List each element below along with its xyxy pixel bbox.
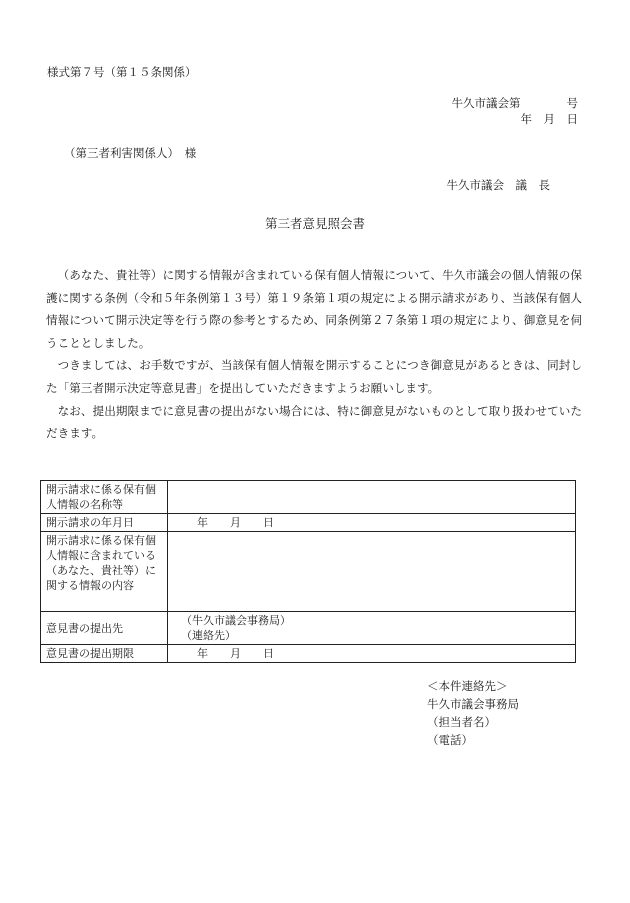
- table-row: [41, 514, 576, 532]
- contact-heading: ＜本件連絡先＞: [427, 679, 508, 693]
- table-label-info-name: 開示請求に係る保有個人情報の名称等: [41, 481, 168, 514]
- submit-to-contact: （連絡先）: [181, 629, 236, 642]
- body-text: [46, 264, 582, 445]
- table-value-deadline: 年 月 日: [168, 645, 576, 663]
- table-label-request-date: 開示請求の年月日: [41, 514, 168, 532]
- table-label-submit-to: 意見書の提出先: [41, 612, 168, 645]
- form-label: 様式第７号（第１５条関係）: [47, 65, 197, 79]
- table-row: [41, 532, 576, 612]
- table-label-deadline: 意見書の提出期限: [41, 645, 168, 663]
- body-paragraph-3: なお、提出期限までに意見書の提出がない場合には、特に御意見がないものとして取り扱わせていただきます。: [46, 403, 582, 441]
- table-row: [41, 612, 576, 645]
- addressee: （第三者利害関係人） 様: [64, 146, 197, 160]
- submit-to-office: （牛久市議会事務局）: [181, 614, 291, 627]
- sender: 牛久市議会 議 長: [446, 178, 550, 192]
- page-title: 第三者意見照会書: [264, 216, 365, 231]
- contact-block: [427, 677, 519, 749]
- contact-person: （担当者名）: [427, 715, 496, 729]
- contact-phone: （電話）: [427, 733, 473, 747]
- contact-office: 牛久市議会事務局: [427, 697, 519, 711]
- document-date: 年 月 日: [520, 112, 578, 126]
- document-number: 牛久市議会第 号: [451, 96, 578, 110]
- table-value-request-date: 年 月 日: [168, 514, 576, 532]
- table-row: [41, 481, 576, 514]
- info-table: [40, 480, 576, 663]
- table-label-info-content: 開示請求に係る保有個人情報に含まれている（あなた、貴社等）に関する情報の内容: [41, 532, 168, 612]
- table-row: [41, 645, 576, 663]
- table-value-info-name: [168, 481, 576, 514]
- body-paragraph-1: （あなた、貴社等）に関する情報が含まれている保有個人情報について、牛久市議会の個人情報の保護に関する条例（令和５年条例第１３号）第１９条第１項の規定による開示請求があり、当該保有個人情報について開示決定等を行う際の参考とするため、同条例第２７条第１項の規定により、御意見を伺うこととしました。: [46, 268, 582, 350]
- body-paragraph-2: つきましては、お手数ですが、当該保有個人情報を開示することにつき御意見があるときは、同封した「第三者開示決定等意見書」を提出していただきますようお願いします。: [46, 358, 582, 395]
- table-value-submit-to: [168, 612, 576, 645]
- table-value-info-content: [168, 532, 576, 612]
